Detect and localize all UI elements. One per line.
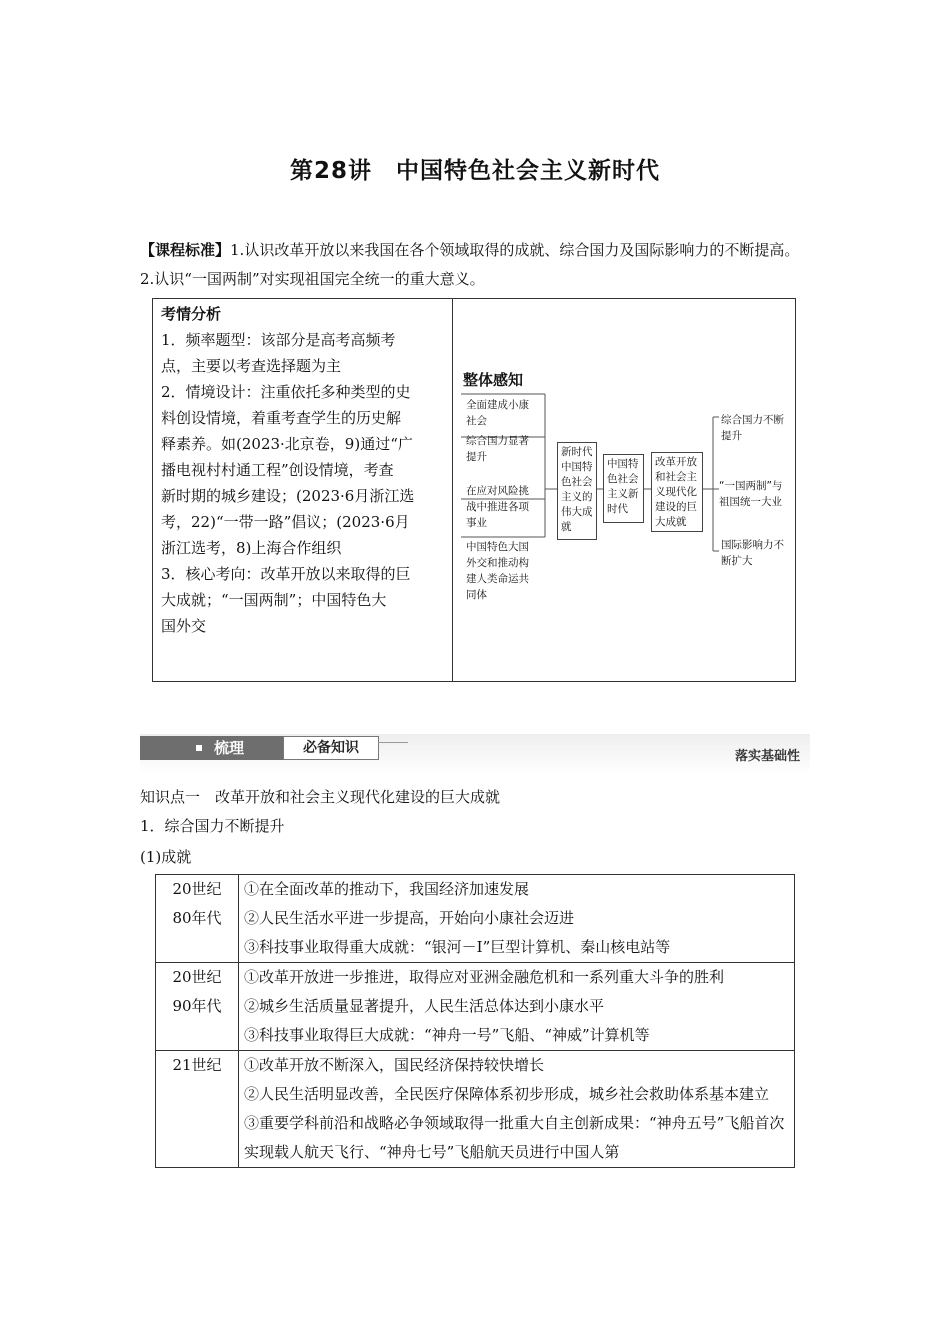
items-cell: ①改革开放进一步推进，取得应对亚洲金融危机和一系列重大斗争的胜利 ②城乡生活质量显著提升，人民生活总体达到小康水平 ③科技事业取得巨大成就：“神舟一号”飞船、“神威”计算机等 xyxy=(239,963,795,1051)
analysis-line: 料创设情境，着重考查学生的历史解 xyxy=(161,409,402,427)
diagram-right-item: 国际影响力不 断扩大 xyxy=(721,539,784,567)
analysis-panel xyxy=(153,299,453,681)
section-banner xyxy=(140,712,810,774)
banner-divider xyxy=(378,742,408,759)
course-standard-text: 1.认识改革开放以来我国在各个领域取得的成就、综合国力及国际影响力的不断提高。2.认识“一国两制”对实现祖国完全统一的重大意义。 xyxy=(140,241,800,288)
analysis-box xyxy=(152,298,796,682)
analysis-line: 释素养。如(2023·北京卷，9)通过“广 xyxy=(161,435,413,453)
diagram-right-item: “一国两制”与 祖国统一大业 xyxy=(719,480,783,508)
diagram-left-item: 综合国力显著 提升 xyxy=(466,435,529,463)
table-row xyxy=(156,1051,795,1168)
analysis-line: 国外交 xyxy=(161,617,207,635)
analysis-line: 考，22)“一带一路”倡议；(2023·6月 xyxy=(161,513,410,531)
subheading: (1)成就 xyxy=(140,848,192,866)
overview-diagram xyxy=(453,299,795,681)
diagram-box-reform: 改革开放 和社会主 义现代化 建设的巨 大成就 xyxy=(651,452,703,532)
items-cell: ①改革开放不断深入，国民经济保持较快增长 ②人民生活明显改善，全民医疗保障体系初步形成，城乡社会救助体系基本建立 ③重要学科前沿和战略必争领域取得一批重大自主创新成果：“神舟五号”飞船首次实现载人航天飞行、“神舟七号”飞船航天员进行中国人第 xyxy=(239,1051,795,1168)
banner-tab-sort: 梳理 xyxy=(140,736,283,760)
banner-tab-knowledge: 必备知识 xyxy=(283,736,379,760)
diagram-heading: 整体感知 xyxy=(463,371,524,389)
diagram-right-item: 综合国力不断 提升 xyxy=(721,414,784,442)
page-title: 第28讲 中国特色社会主义新时代 xyxy=(289,158,660,184)
diagram-left-item: 全面建成小康 社会 xyxy=(466,399,529,427)
era-cell: 20世纪 80年代 xyxy=(156,875,239,963)
banner-right-label: 落实基础性 xyxy=(734,749,800,764)
table-row xyxy=(156,963,795,1051)
analysis-line: 浙江选考，8)上海合作组织 xyxy=(161,539,342,557)
table-row xyxy=(156,875,795,963)
era-cell: 21世纪 xyxy=(156,1051,239,1168)
diagram-left-item: 中国特色大国 外交和推动构 建人类命运共 同体 xyxy=(466,541,529,601)
knowledge-point-heading: 知识点一 改革开放和社会主义现代化建设的巨大成就 xyxy=(140,788,501,806)
diagram-box-achievements: 新时代 中国特 色社会 主义的 伟大成 就 xyxy=(557,442,597,540)
analysis-line: 2．情境设计：注重依托多种类型的史 xyxy=(161,383,411,401)
analysis-heading: 考情分析 xyxy=(161,305,222,323)
course-standard-tag: 【课程标准】 xyxy=(140,241,231,259)
analysis-line: 大成就；“一国两制”；中国特色大 xyxy=(161,591,387,609)
analysis-line: 播电视村村通工程”创设情境，考查 xyxy=(161,461,394,479)
square-icon xyxy=(196,745,202,751)
analysis-line: 点，主要以考查选择题为主 xyxy=(161,357,342,375)
diagram-box-new-era: 中国特 色社会 主义新 时代 xyxy=(603,454,644,523)
analysis-line: 1．频率题型：该部分是高考高频考 xyxy=(161,331,396,349)
course-standard xyxy=(140,236,812,294)
achievements-table xyxy=(155,874,795,1168)
analysis-line: 3．核心考向：改革开放以来取得的巨 xyxy=(161,565,411,583)
era-cell: 20世纪 90年代 xyxy=(156,963,239,1051)
diagram-left-item: 在应对风险挑 战中推进各项 事业 xyxy=(466,485,529,529)
subheading: 1．综合国力不断提升 xyxy=(140,817,285,835)
analysis-line: 新时期的城乡建设；(2023·6月浙江选 xyxy=(161,487,415,505)
items-cell: ①在全面改革的推动下，我国经济加速发展 ②人民生活水平进一步提高，开始向小康社会迈进 ③科技事业取得重大成就：“银河－Ⅰ”巨型计算机、秦山核电站等 xyxy=(239,875,795,963)
